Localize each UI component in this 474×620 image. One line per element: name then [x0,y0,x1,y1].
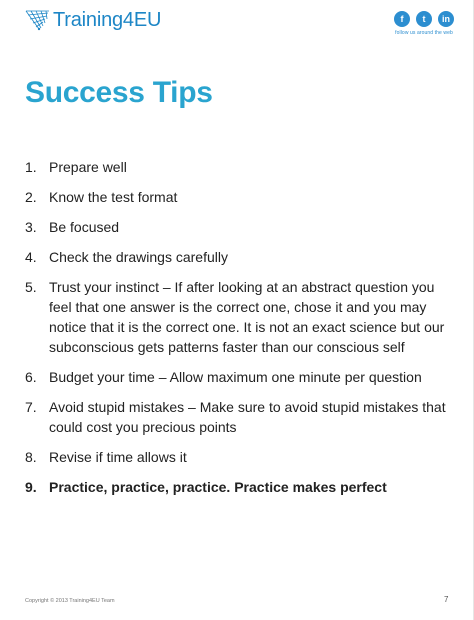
list-item [25,187,455,207]
item-text: Trust your instinct – If after looking at an abstract question you feel that one answer is the correct one, chose it and you may notice that it is the correct one. It is not an exact science but our subconscious gets patterns faster than our conscious self [49,279,445,355]
twitter-icon[interactable]: t [416,11,432,27]
linkedin-icon[interactable]: in [438,11,454,27]
item-text: Practice, practice, practice. Practice makes perfect [49,479,387,495]
list-item [25,217,455,237]
item-number: 9. [25,479,37,495]
list-item [25,447,455,467]
item-text: Know the test format [49,189,178,205]
item-number: 4. [25,249,37,265]
list-item [25,277,455,357]
page-title: Success Tips [25,76,213,109]
item-number: 3. [25,219,37,235]
item-number: 2. [25,189,37,205]
list-item [25,247,455,267]
social-icons [394,11,454,27]
item-number: 7. [25,399,37,415]
social-caption: follow us around the web [395,30,453,36]
item-text: Avoid stupid mistakes – Make sure to avoid stupid mistakes that could cost you precious points [49,399,446,435]
list-item [25,157,455,177]
item-number: 8. [25,449,37,465]
tips-list [25,157,455,507]
item-text: Revise if time allows it [49,449,187,465]
list-item [25,397,455,437]
item-text: Check the drawings carefully [49,249,228,265]
list-item [25,367,455,387]
item-number: 1. [25,159,37,175]
social-links [394,11,454,36]
page-number: 7 [444,595,449,604]
item-number: 5. [25,279,37,295]
logo-text: Training4EU [53,9,162,31]
list-item [25,477,455,497]
facebook-icon[interactable]: f [394,11,410,27]
item-text: Prepare well [49,159,127,175]
globe-mesh-icon [25,9,51,31]
item-number: 6. [25,369,37,385]
item-text: Budget your time – Allow maximum one minute per question [49,369,422,385]
training4eu-logo[interactable] [25,9,161,31]
item-text: Be focused [49,219,120,235]
copyright-notice: Copyright © 2013 Training4EU Team [25,598,115,604]
